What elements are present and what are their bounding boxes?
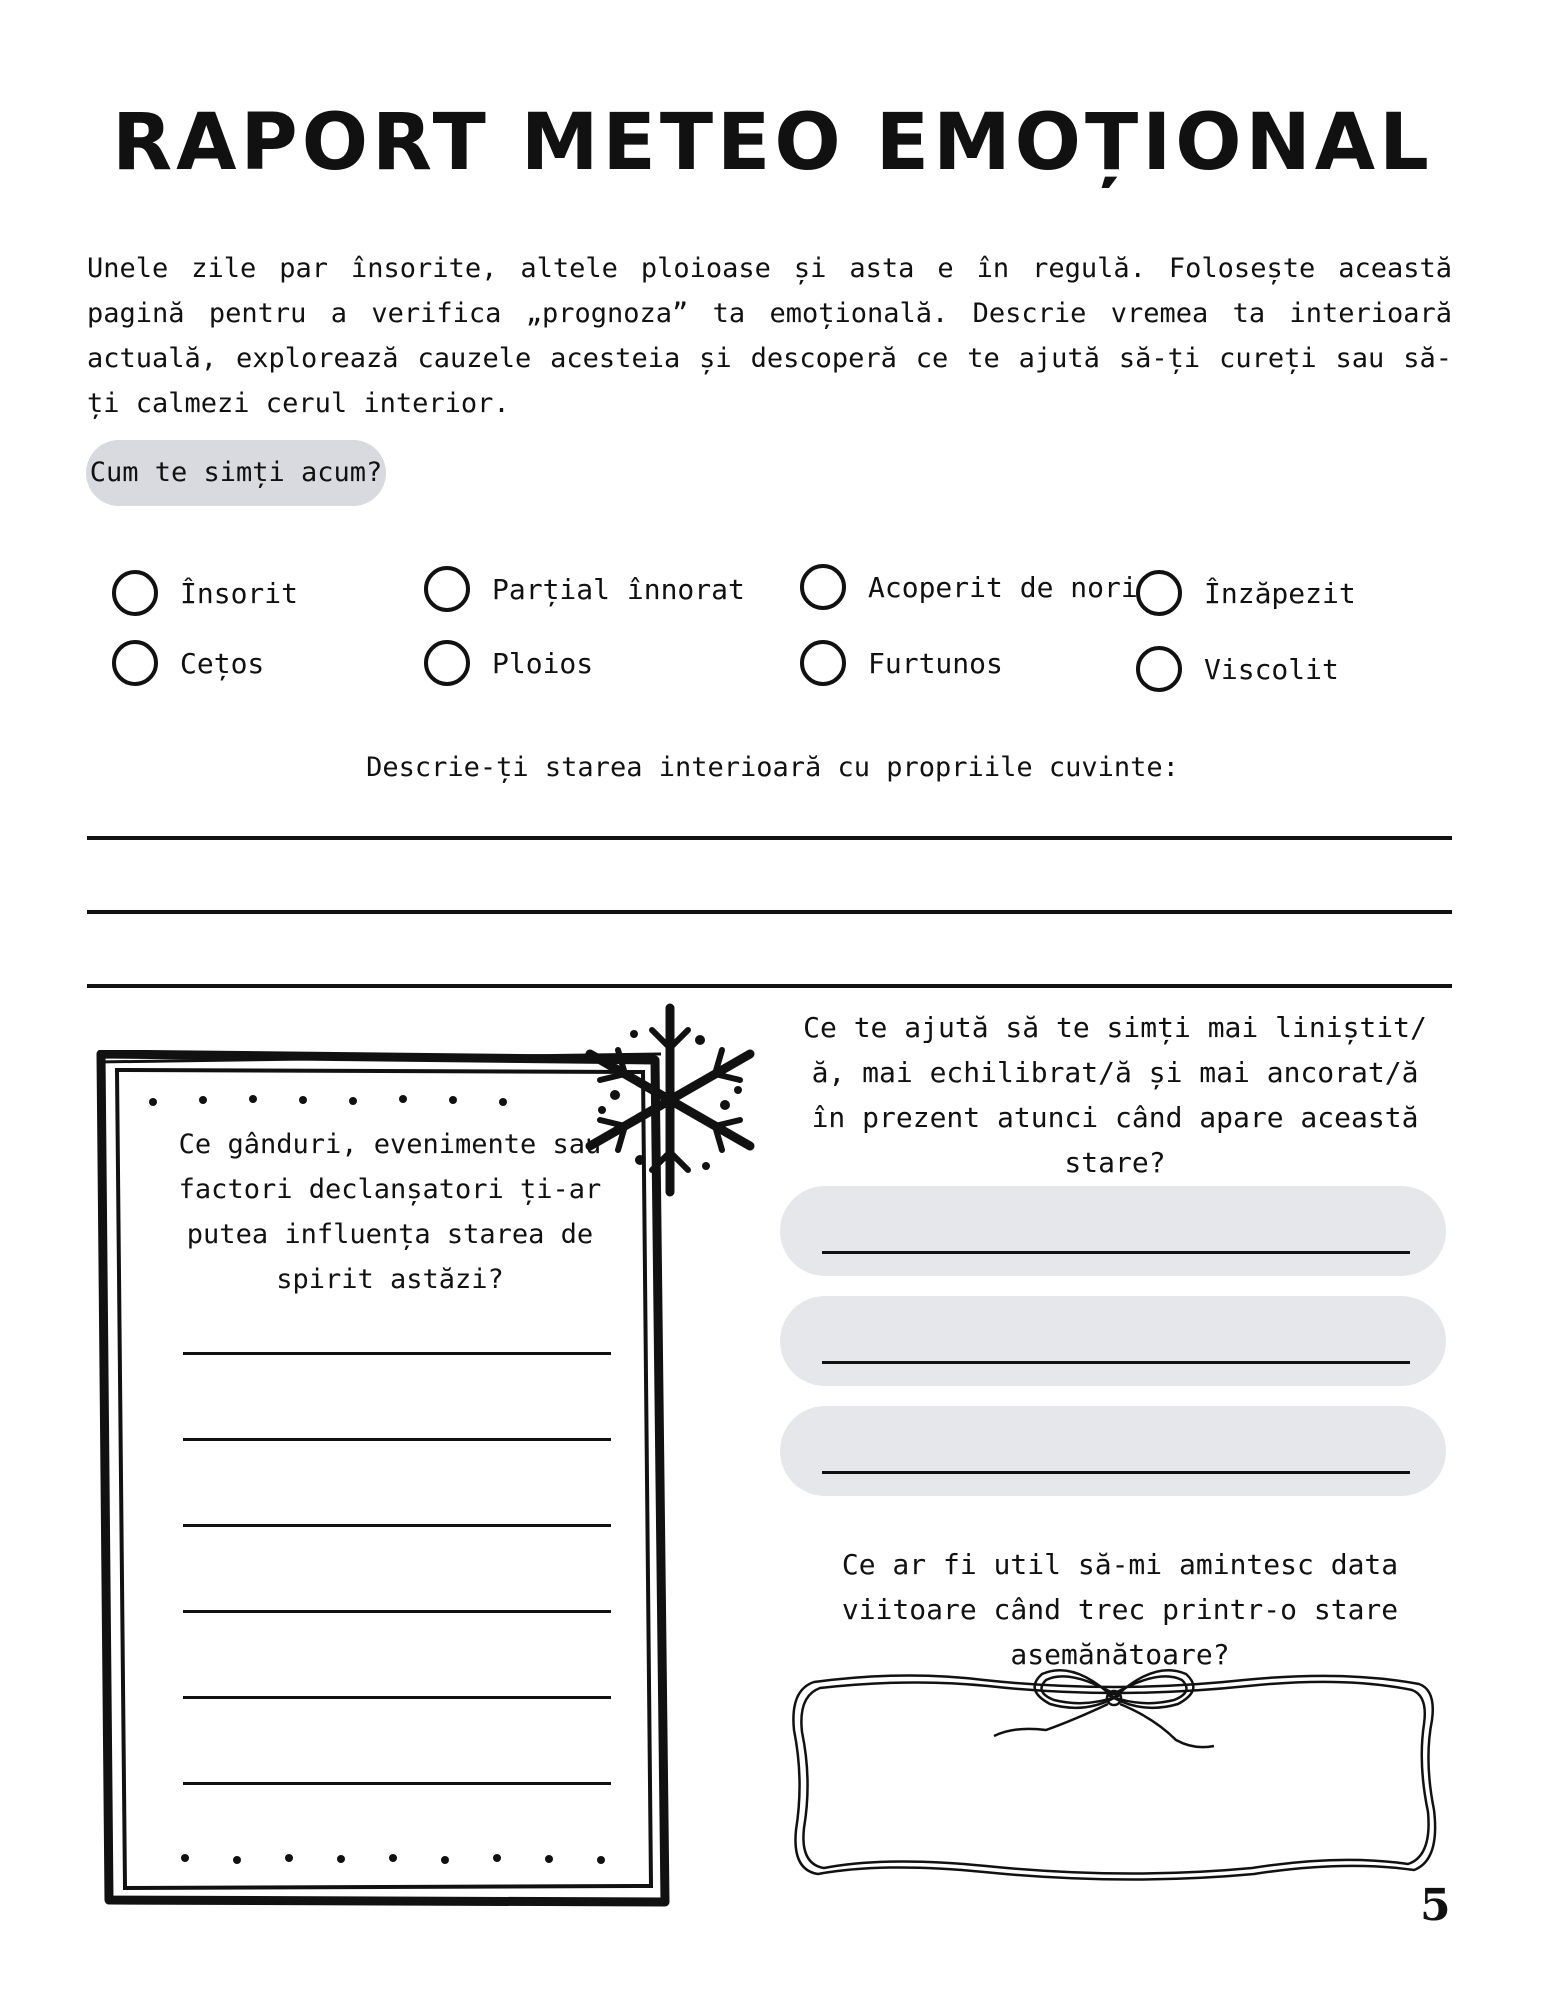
writing-line[interactable] — [87, 984, 1452, 988]
page-title: RAPORT METEO EMOȚIONAL — [112, 98, 1433, 188]
option-label: Însorit — [180, 576, 299, 610]
writing-line[interactable] — [822, 1361, 1410, 1364]
option-blizzard[interactable] — [1136, 646, 1339, 692]
bow-icon — [994, 1670, 1214, 1747]
option-partly-cloudy[interactable] — [424, 566, 745, 612]
writing-line[interactable] — [183, 1524, 611, 1527]
option-snowy[interactable] — [1136, 570, 1356, 616]
writing-line[interactable] — [183, 1696, 611, 1699]
left-prompt: Ce gânduri, evenimente sau factori declanșatori ți-ar putea influența starea de spirit astăzi? — [178, 1129, 602, 1295]
radio-circle[interactable] — [112, 570, 158, 616]
page-number: 5 — [1420, 1880, 1451, 1931]
option-stormy[interactable] — [800, 640, 1003, 686]
option-label: Acoperit de nori — [868, 570, 1138, 604]
writing-line[interactable] — [822, 1471, 1410, 1474]
option-label: Cețos — [180, 646, 265, 680]
option-label: Parțial înnorat — [492, 572, 745, 606]
writing-line[interactable] — [183, 1438, 611, 1441]
dot-row-top — [149, 1095, 507, 1106]
option-label: Ploios — [492, 646, 594, 680]
future-prompt: Ce ar fi util să-mi amintesc data viitoare când trec printr-o stare asemănătoare? — [841, 1548, 1399, 1671]
dot-row-bottom — [181, 1854, 605, 1864]
radio-circle[interactable] — [424, 640, 470, 686]
answer-pill[interactable] — [780, 1406, 1446, 1496]
option-label: Viscolit — [1204, 652, 1339, 686]
right-prompt: Ce te ajută să te simți mai liniștit/ă, mai echilibrat/ă și mai ancorat/ă în prezent atunci când apare această stare? — [803, 1011, 1427, 1179]
option-foggy[interactable] — [112, 640, 264, 686]
option-sunny[interactable] — [112, 570, 298, 616]
writing-line[interactable] — [822, 1251, 1410, 1254]
radio-circle[interactable] — [800, 564, 846, 610]
writing-line[interactable] — [87, 836, 1452, 840]
answer-pill[interactable] — [780, 1296, 1446, 1386]
option-overcast[interactable] — [800, 564, 1138, 610]
radio-circle[interactable] — [112, 640, 158, 686]
answer-pill[interactable] — [780, 1186, 1446, 1276]
option-label: Furtunos — [868, 646, 1003, 680]
radio-circle[interactable] — [1136, 570, 1182, 616]
feel-question-label: Cum te simți acum? — [86, 440, 386, 506]
describe-prompt: Descrie-ți starea interioară cu propriile cuvinte: — [366, 752, 1179, 783]
writing-line[interactable] — [183, 1352, 611, 1355]
option-label: Înzăpezit — [1204, 576, 1356, 610]
writing-line[interactable] — [183, 1610, 611, 1613]
bow-frame — [784, 1660, 1444, 1895]
radio-circle[interactable] — [1136, 646, 1182, 692]
radio-circle[interactable] — [800, 640, 846, 686]
radio-circle[interactable] — [424, 566, 470, 612]
option-rainy[interactable] — [424, 640, 593, 686]
intro-text: Unele zile par însorite, altele ploioase și asta e în regulă. Folosește această pagină pentru a verifica „prognoza” ta emoțională. Descrie vremea ta interioară actuală, explorează cauzele acesteia și descoperă ce te ajută să-ți cureți sau să-ți calmezi cerul interior. — [87, 253, 1452, 419]
writing-line[interactable] — [87, 910, 1452, 914]
writing-line[interactable] — [183, 1782, 611, 1785]
